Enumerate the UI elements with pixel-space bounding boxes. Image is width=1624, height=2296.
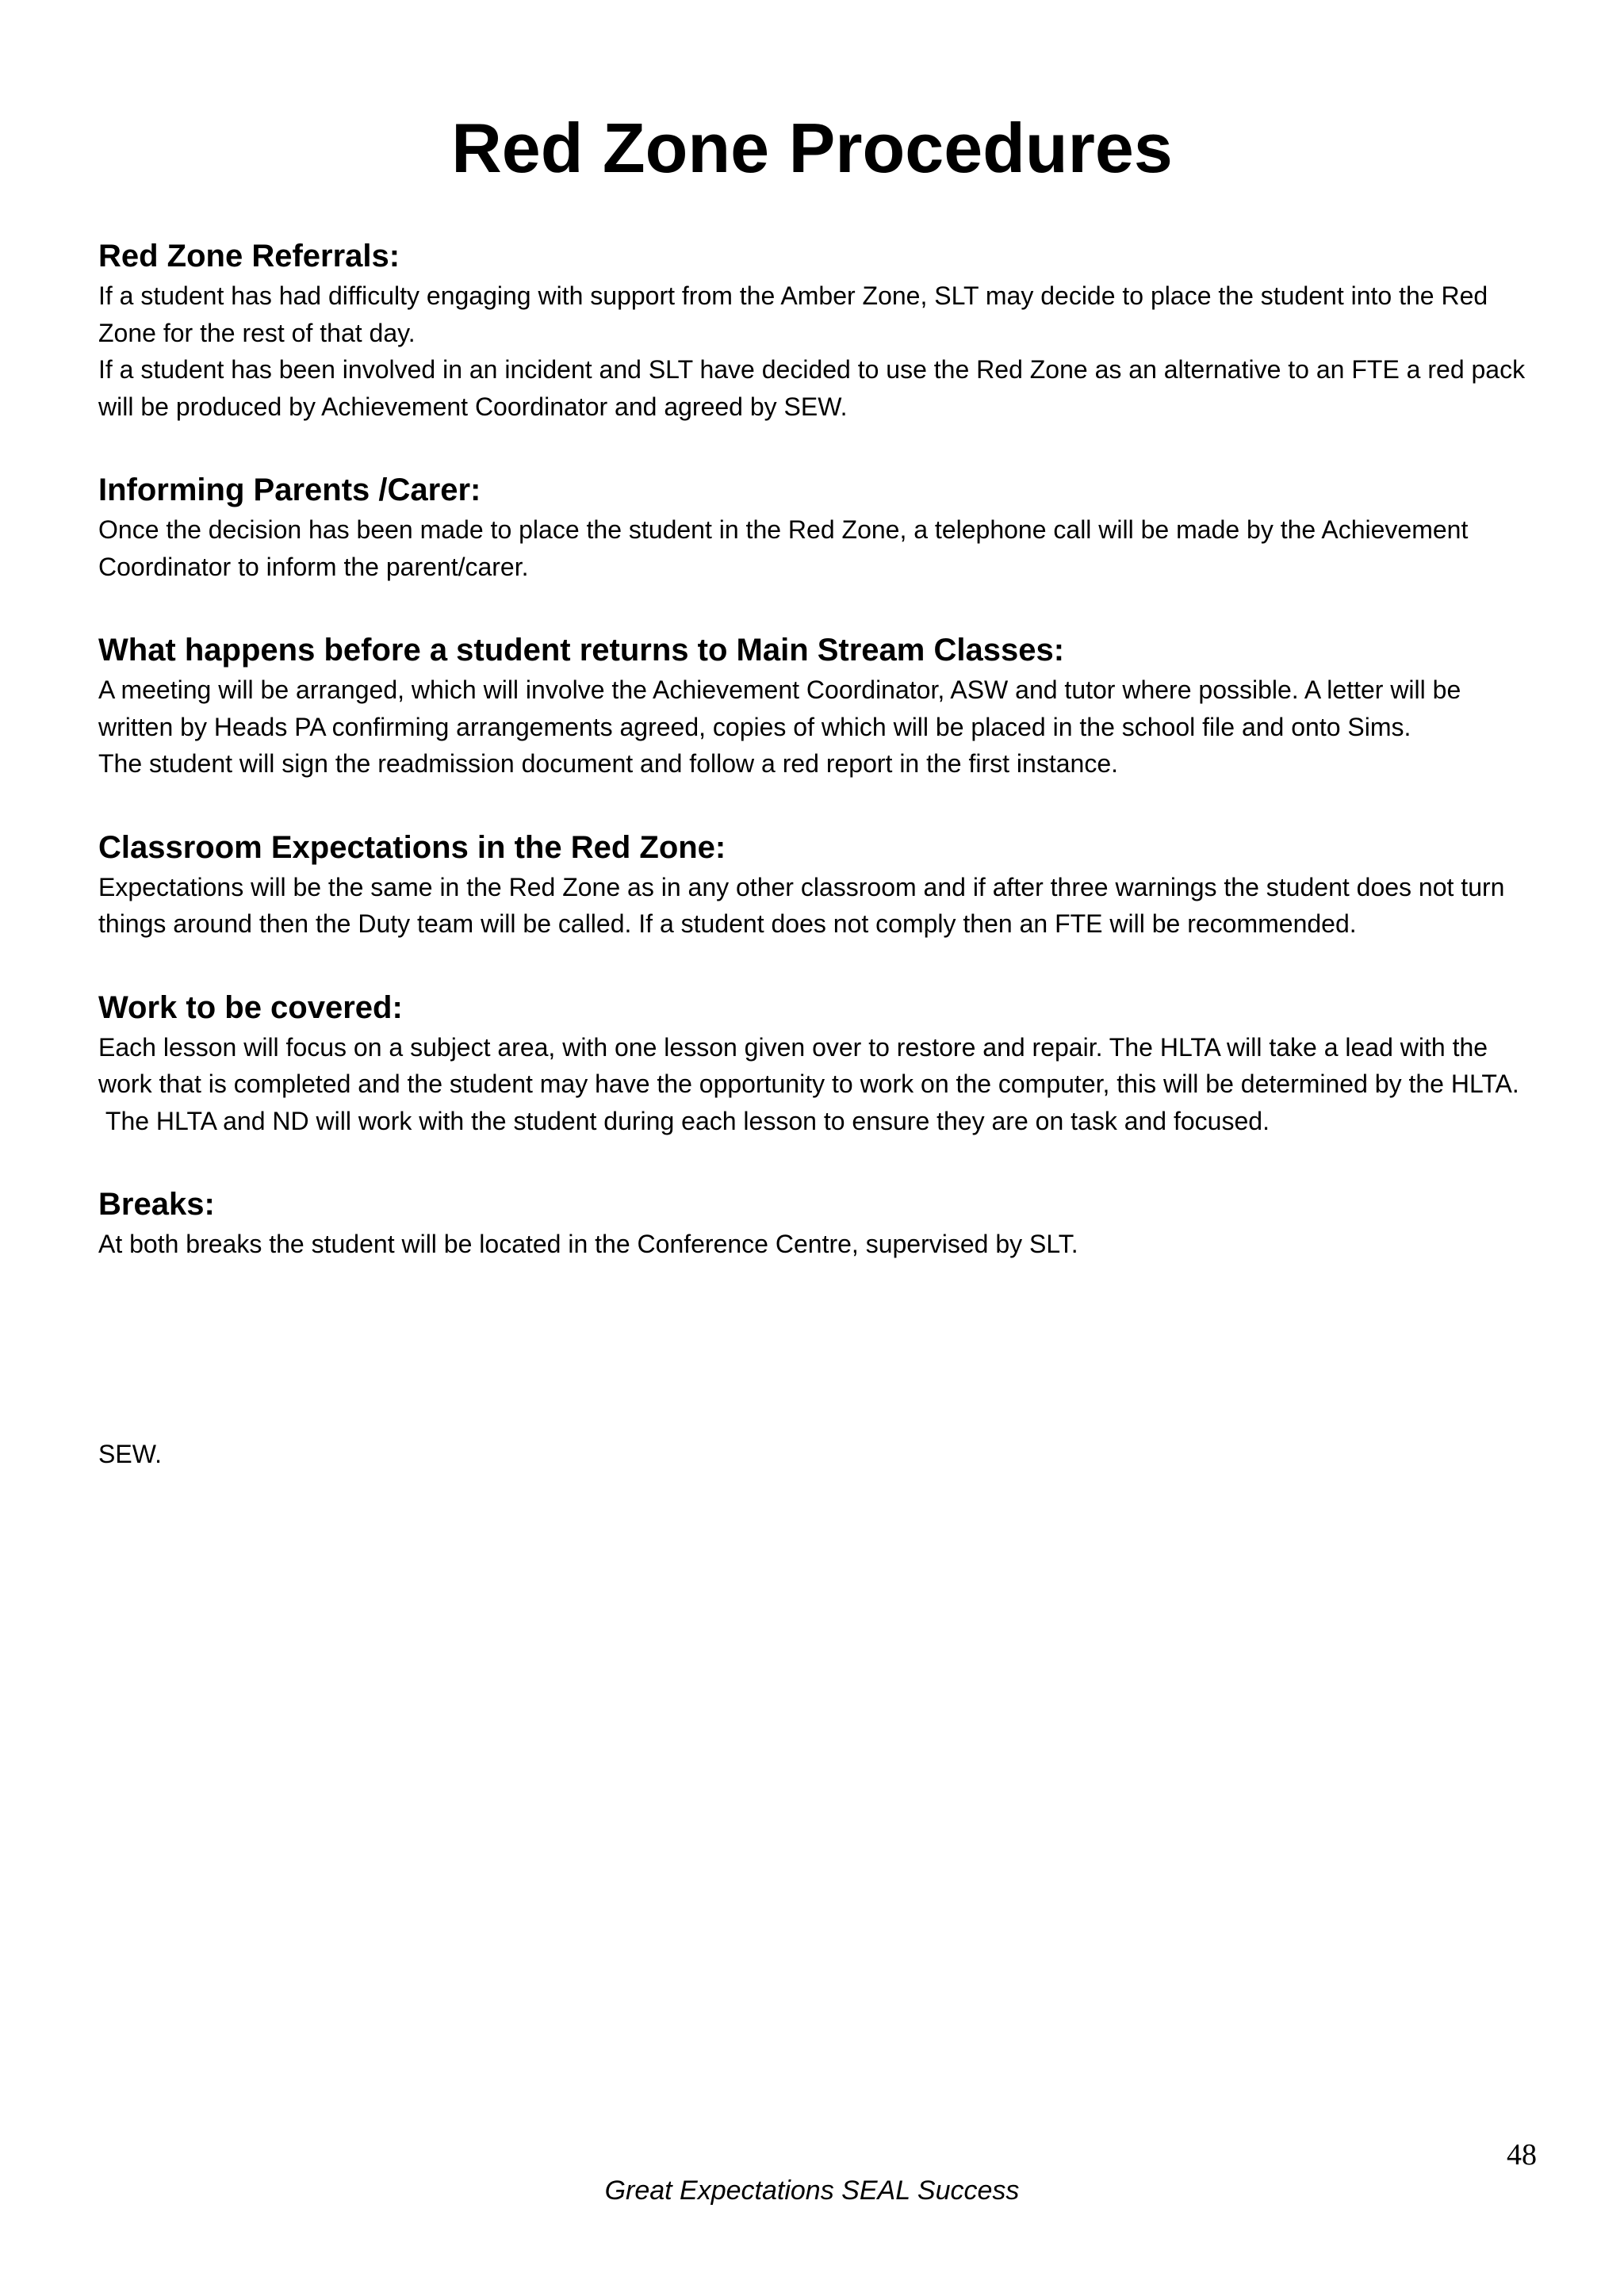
section-heading: Work to be covered: (98, 989, 403, 1025)
paragraph: Each lesson will focus on a subject area, with one lesson given over to restore and repair. The HLTA will take a lead with the work that is completed and the student may have the opportunity to work on the computer, this will be determined by the HLTA. (98, 1032, 1519, 1098)
section-before-return (98, 629, 1542, 783)
section-classroom-expectations (98, 826, 1542, 943)
paragraph: If a student has been involved in an incident and SLT have decided to use the Red Zone as an alternative to an FTE a red pack will be produced by Achievement Coordinator and agreed by SEW. (98, 355, 1532, 421)
section-heading: What happens before a student returns to Main Stream Classes: (98, 633, 1065, 668)
section-heading: Classroom Expectations in the Red Zone: (98, 829, 726, 865)
section-informing-parents (98, 469, 1542, 585)
paragraph: At both breaks the student will be located in the Conference Centre, supervised by SLT. (98, 1230, 1078, 1258)
section-red-zone-referrals (98, 235, 1542, 425)
paragraph: Expectations will be the same in the Red Zone as in any other classroom and if after three warnings the student does not turn things around then the Duty team will be called. If a student does not comply then an FTE will be recommended. (98, 872, 1512, 938)
section-breaks (98, 1183, 1542, 1263)
paragraph: Once the decision has been made to place the student in the Red Zone, a telephone call will be made by the Achievement Coordinator to inform the parent/carer. (98, 515, 1476, 581)
footer-text: Great Expectations SEAL Success (604, 2175, 1020, 2206)
paragraph: The HLTA and ND will work with the student during each lesson to ensure they are on task and focused. (98, 1106, 1270, 1135)
section-heading: Red Zone Referrals: (98, 239, 400, 274)
signoff: SEW. (98, 1440, 163, 1468)
section-work-to-be-covered (98, 986, 1542, 1140)
paragraph: If a student has had difficulty engaging with support from the Amber Zone, SLT may decide to place the student into the Red Zone for the rest of that day. (98, 281, 1496, 347)
section-heading: Breaks: (98, 1187, 215, 1222)
document-body (98, 235, 1542, 1307)
paragraph: A meeting will be arranged, which will involve the Achievement Coordinator, ASW and tutor where possible. A letter will be written by Heads PA confirming arrangements agreed, copies of which will be placed in the school file and onto Sims. (98, 675, 1469, 741)
paragraph: The student will sign the readmission document and follow a red report in the first instance. (98, 749, 1118, 778)
section-heading: Informing Parents /Carer: (98, 473, 481, 507)
page-number: 48 (1507, 2138, 1537, 2172)
page-title: Red Zone Procedures (451, 109, 1173, 187)
